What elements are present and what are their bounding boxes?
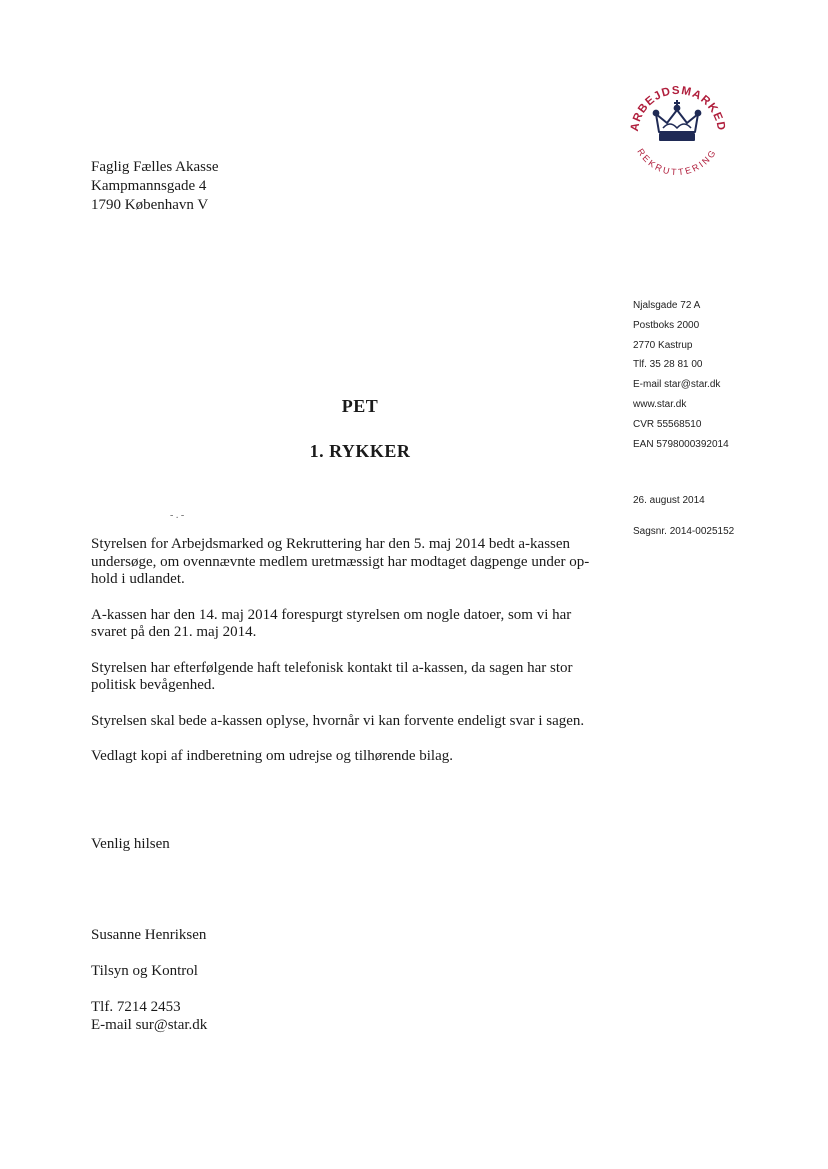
case-number: Sagsnr. 2014-0025152 [633, 526, 735, 537]
sender-cvr: CVR 55568510 [633, 418, 702, 430]
sender-phone: Tlf. 35 28 81 00 [633, 359, 703, 371]
sender-pobox: Postboks 2000 [633, 319, 700, 331]
signer-name: Susanne Henriksen [91, 927, 207, 943]
signer-email: E-mail sur@star.dk [91, 1017, 208, 1033]
heading-reminder: 1. RYKKER [309, 441, 411, 461]
sender-ean: EAN 5798000392014 [633, 438, 729, 450]
sender-contact-block [633, 296, 729, 454]
recipient-name: Faglig Fælles Akasse [91, 159, 219, 175]
sender-city: 2770 Kastrup [633, 339, 693, 351]
sender-street: Njalsgade 72 A [633, 300, 701, 311]
recipient-city: 1790 København V [91, 197, 209, 213]
letter-body [91, 536, 601, 784]
sender-website: www.star.dk [633, 398, 687, 410]
recipient-address [91, 158, 219, 215]
signature-block [91, 926, 207, 1034]
logo-arc-text-bottom [635, 147, 718, 177]
recipient-street: Kampmannsgade 4 [91, 178, 207, 194]
logo-arc-text-bottom-path: REKRUTTERING [635, 146, 719, 178]
logo-arc-text-top-path: ARBEJDSMARKED [628, 84, 728, 133]
body-paragraph: Styrelsen skal bede a-kassen oplyse, hvornår vi kan forvente endeligt svar i sagen. [91, 712, 585, 729]
sender-email: E-mail star@star.dk [633, 379, 721, 391]
letter-date: 26. august 2014 [633, 495, 705, 506]
body-paragraph: Styrelsen for Arbejdsmarked og Rekruttering har den 5. maj 2014 bedt a-kassen undersøge, om ovennævnte medlem uretmæssigt har modtaget dagpenge under op-hold i udlandet. [91, 536, 590, 587]
body-paragraph: A-kassen har den 14. maj 2014 forespurgt styrelsen om nogle datoer, som vi har svaret på den 21. maj 2014. [91, 606, 572, 640]
signer-department: Tilsyn og Kontrol [91, 963, 198, 979]
body-paragraph: Styrelsen har efterfølgende haft telefonisk kontakt til a-kassen, da sagen har stor politisk bevågenhed. [91, 659, 573, 693]
body-paragraph: Vedlagt kopi af indberetning om udrejse og tilhørende bilag. [91, 748, 453, 764]
signer-phone: Tlf. 7214 2453 [91, 999, 181, 1015]
star-logo [618, 72, 736, 190]
logo-seal [618, 72, 736, 190]
crown-icon [654, 100, 701, 140]
stray-mark: - . - [170, 510, 185, 521]
heading-subject: PET [341, 396, 379, 416]
closing-greeting: Venlig hilsen [91, 836, 170, 852]
